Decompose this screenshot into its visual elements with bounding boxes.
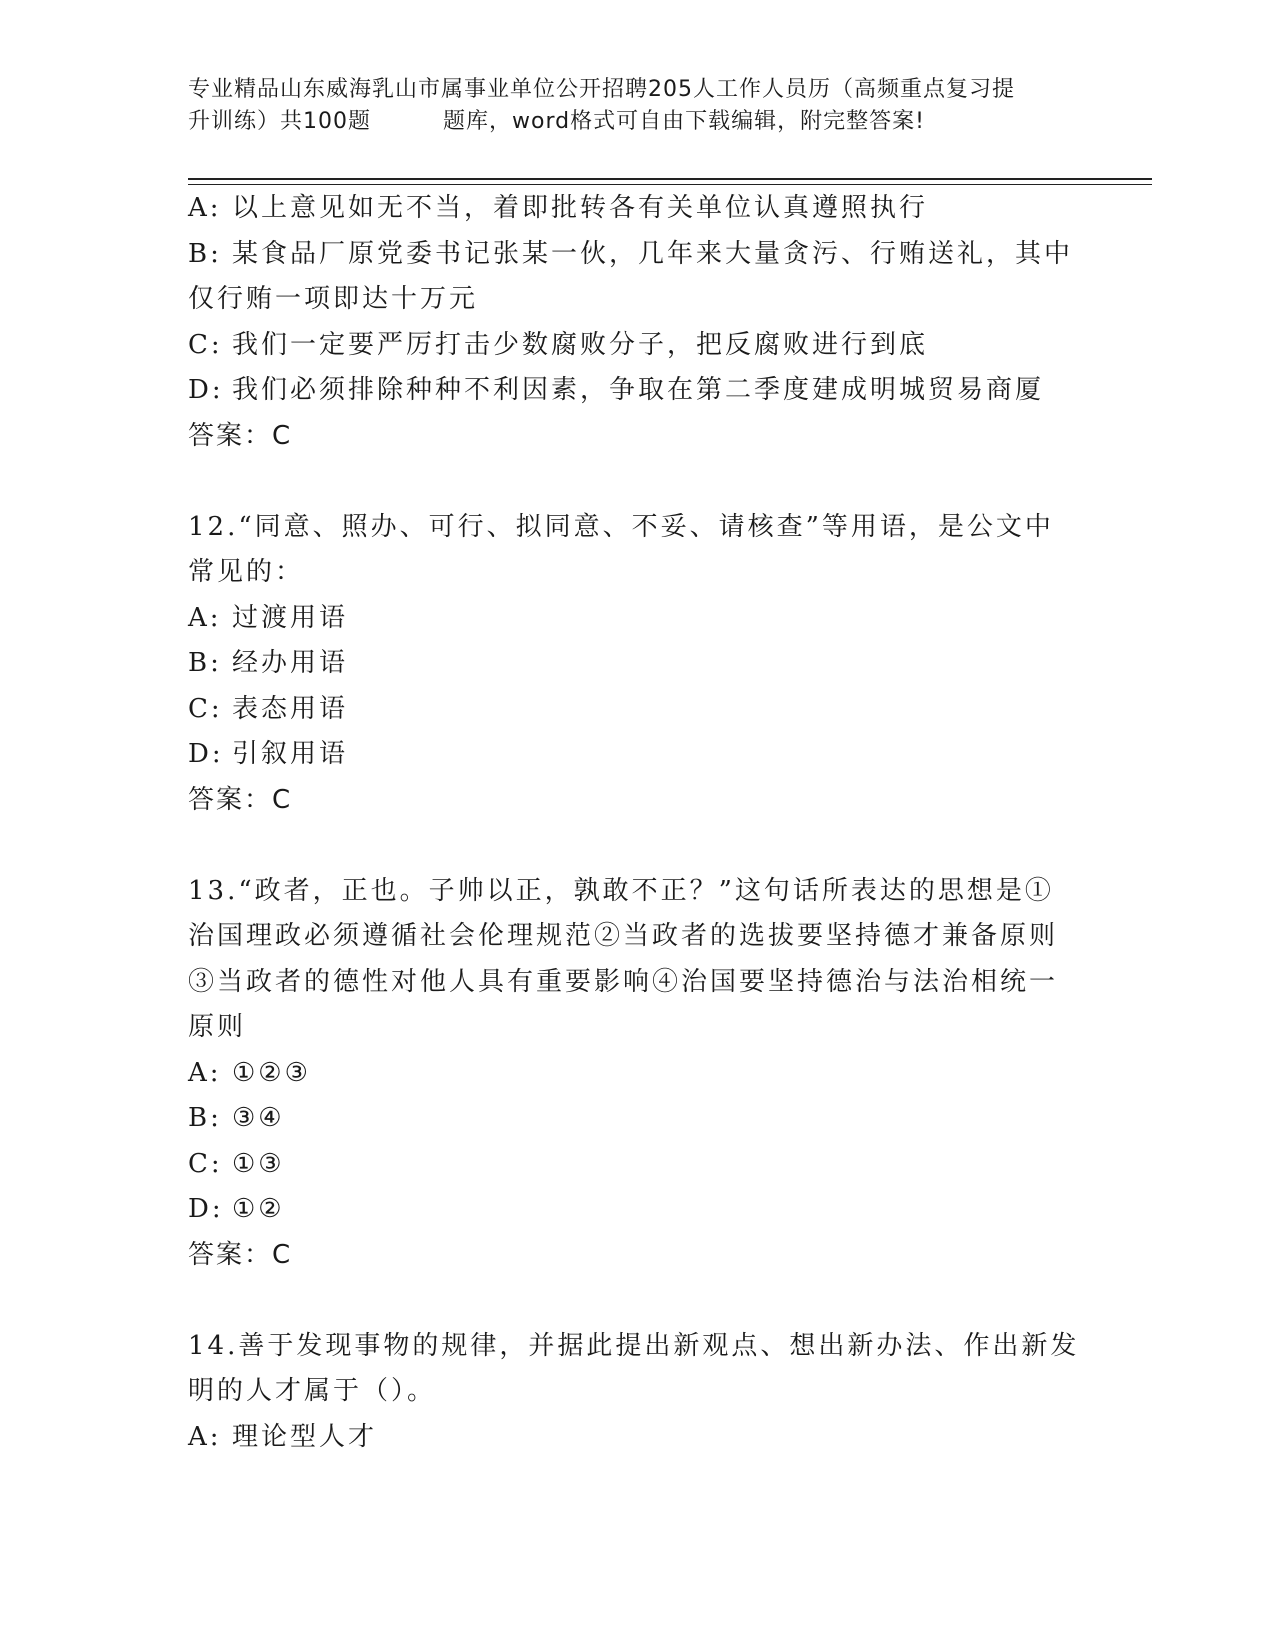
option-a (188, 596, 1088, 642)
option-label: D: (188, 739, 224, 769)
option-d (188, 368, 1088, 414)
option-label: B: (188, 1103, 222, 1133)
option-text: 引叙用语 (232, 739, 349, 769)
option-label: A: (188, 1057, 222, 1088)
option-label: C: (188, 693, 223, 724)
option-label: A: (188, 193, 222, 223)
answer: 答案：C (188, 420, 293, 451)
option-b (188, 232, 1088, 278)
option-label: C: (188, 1148, 223, 1179)
question-11 (188, 186, 1088, 459)
option-text: 某食品厂原党委书记张某一伙，几年来大量贪污、行贿送礼，其中 (232, 238, 1074, 269)
answer: 答案：C (188, 1239, 293, 1270)
option-c (188, 1142, 1088, 1188)
option-c (188, 323, 1088, 369)
option-text: 我们必须排除种种不利因素，争取在第二季度建成明城贸易商厦 (232, 375, 1045, 405)
option-c (188, 687, 1088, 733)
question-13 (188, 869, 1088, 1279)
header-rule-thin (188, 184, 1152, 185)
question-stem-line: ③当政者的德性对他人具有重要影响④治国要坚持德治与法治相统一 (188, 966, 1059, 997)
option-text: 理论型人才 (232, 1421, 378, 1452)
option-label: C: (188, 329, 223, 360)
question-stem-line: 14.善于发现事物的规律，并据此提出新观点、想出新办法、作出新发 (188, 1330, 1080, 1361)
option-text: ①②③ (232, 1057, 311, 1088)
header-rule-thick (188, 178, 1152, 180)
question-12 (188, 505, 1088, 824)
option-b-continued: 仅行贿一项即达十万元 (188, 284, 479, 314)
question-stem-line: 13.“政者，正也。子帅以正，孰敢不正？”这句话所表达的思想是① (188, 875, 1054, 906)
option-label: D: (188, 1194, 224, 1224)
option-d (188, 732, 1088, 778)
document-header (188, 74, 1088, 138)
option-text: ①② (232, 1194, 285, 1224)
option-label: A: (188, 602, 222, 633)
header-line-2-part-2: 题库，word格式可自由下载编辑，附完整答案! (443, 109, 925, 134)
header-line-2 (188, 106, 1088, 138)
document-body (188, 186, 1088, 1460)
option-text: 以上意见如无不当，着即批转各有关单位认真遵照执行 (232, 193, 929, 223)
header-line-1: 专业精品山东威海乳山市属事业单位公开招聘205人工作人员历（高频重点复习提 (188, 77, 1015, 102)
option-text: 表态用语 (232, 693, 349, 724)
question-stem-line: 常见的： (188, 557, 305, 587)
option-d (188, 1187, 1088, 1233)
answer: 答案：C (188, 784, 293, 815)
header-line-2-part-1: 升训练）共100题 (188, 109, 371, 134)
option-text: ①③ (232, 1148, 285, 1179)
option-a (188, 1051, 1088, 1097)
option-label: A: (188, 1421, 222, 1452)
question-14 (188, 1324, 1088, 1461)
option-text: ③④ (232, 1103, 285, 1133)
option-text: 过渡用语 (232, 602, 349, 633)
question-stem-line: 治国理政必须遵循社会伦理规范②当政者的选拔要坚持德才兼备原则 (188, 921, 1059, 951)
option-label: B: (188, 238, 222, 269)
option-label: B: (188, 648, 222, 678)
question-stem-line: 原则 (188, 1012, 247, 1042)
question-stem-line: 12.“同意、照办、可行、拟同意、不妥、请核查”等用语，是公文中 (188, 511, 1054, 542)
option-label: D: (188, 375, 224, 405)
question-stem-line: 明的人才属于（）。 (188, 1376, 437, 1406)
option-text: 经办用语 (232, 648, 349, 678)
option-b (188, 1096, 1088, 1142)
option-text: 我们一定要严厉打击少数腐败分子，把反腐败进行到底 (232, 329, 929, 360)
option-a (188, 1415, 1088, 1461)
option-b (188, 641, 1088, 687)
option-a (188, 186, 1088, 232)
